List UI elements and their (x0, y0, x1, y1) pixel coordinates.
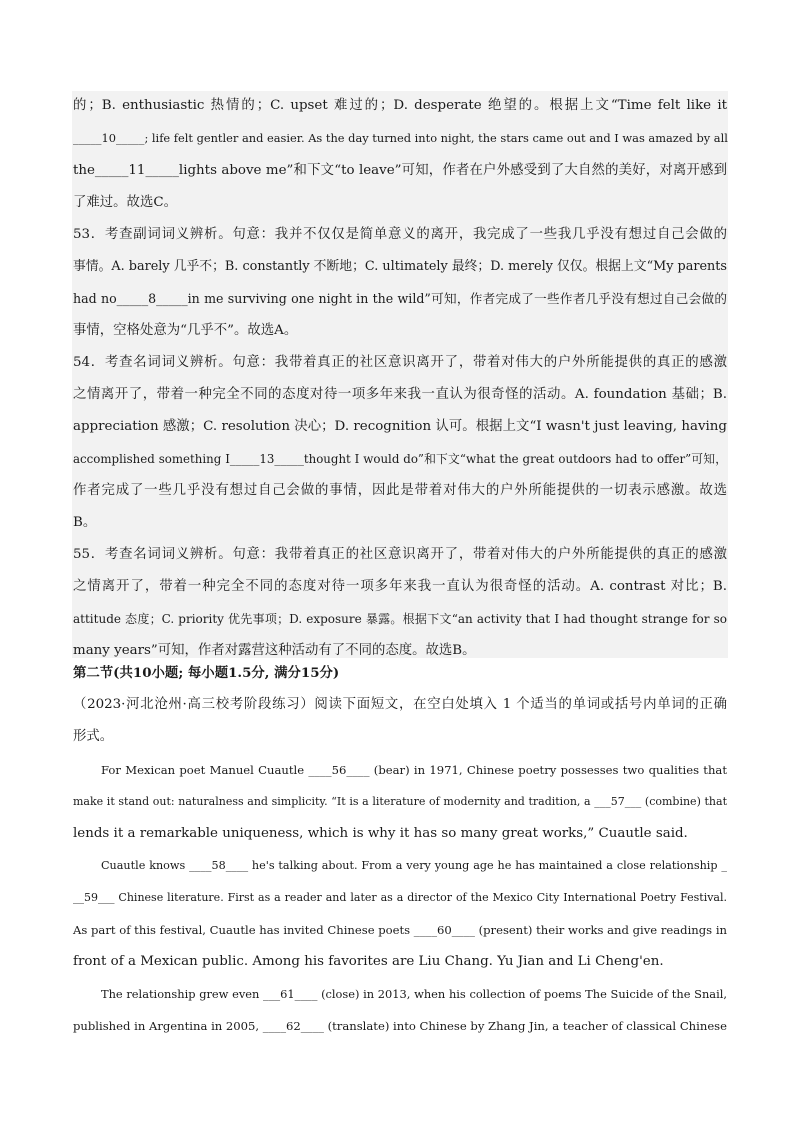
passage-line: __59___ Chinese literature. First as a reader and later as a director of the Mexico City International Poetry Festival. (73, 891, 727, 904)
explanation-line: had no_____8_____in me surviving one night in the wild”可知，作者完成了一些作者几乎没有想过自己会做的 (73, 291, 727, 306)
explanation-line: 54．考查名词词义辨析。句意：我带着真正的社区意识离开了，带着对伟大的户外所能提供的真正的感激 (73, 355, 727, 370)
passage-line: Cuautle knows ____58____ he's talking about. From a very young age he has maintained a close relationship _ (101, 859, 727, 872)
explanation-line: 之情离开了，带着一种完全不同的态度对待一项多年来我一直认为很奇怪的活动。A. foundation 基础；B. (73, 387, 727, 402)
source-line: （2023·河北沧州·高三校考阶段练习）阅读下面短文，在空白处填入 1 个适当的单词或括号内单词的正确 (73, 697, 727, 712)
explanation-line: 事情。A. barely 几乎不；B. constantly 不断地；C. ultimately 最终；D. merely 仅仅。根据上文“My parents (73, 259, 727, 274)
explanation-line: 事情，空格处意为“几乎不”。故选A。 (73, 323, 298, 338)
explanation-line: 的；B. enthusiastic 热情的；C. upset 难过的；D. desperate 绝望的。根据上文“Time felt like it (73, 98, 727, 113)
explanation-line: 55．考查名词词义辨析。句意：我带着真正的社区意识离开了，带着对伟大的户外所能提供的真正的感激 (73, 547, 727, 562)
explanation-line: attitude 态度；C. priority 优先事项；D. exposure 暴露。根据下文“an activity that I had thought strange for so (73, 612, 727, 626)
passage-line: front of a Mexican public. Among his favorites are Liu Chang. Yu Jian and Li Cheng'en. (73, 954, 664, 969)
passage-line: For Mexican poet Manuel Cuautle ____56____ (bear) in 1971, Chinese poetry possesses two qualities that (101, 763, 727, 777)
passage-line: The relationship grew even ___61____ (close) in 2013, when his collection of poems The Suicide of the Snail, (101, 987, 727, 1001)
explanation-line: 之情离开了，带着一种完全不同的态度对待一项多年来我一直认为很奇怪的活动。A. contrast 对比；B. (73, 579, 727, 594)
explanation-line: _____10_____; life felt gentler and easier. As the day turned into night, the stars came out and I was amazed by all (73, 131, 728, 145)
section-heading: 第二节(共10小题; 每小题1.5分, 满分15分) (73, 665, 340, 681)
explanation-line: B。 (73, 515, 97, 530)
explanation-line: many years”可知，作者对露营这种活动有了不同的态度。故选B。 (73, 643, 476, 658)
explanation-line: 了难过。故选C。 (73, 195, 177, 210)
passage-line: make it stand out: naturalness and simplicity. “It is a literature of modernity and tradition, a ___57___ (combine) that (73, 795, 727, 808)
explanation-line: appreciation 感激；C. resolution 决心；D. recognition 认可。根据上文“I wasn't just leaving, having (73, 419, 727, 434)
explanation-line: the_____11_____lights above me”和下文“to leave”可知，作者在户外感受到了大自然的美好，对离开感到 (73, 163, 727, 178)
explanation-line: 53．考查副词词义辨析。句意：我并不仅仅是简单意义的离开，我完成了一些我几乎没有想过自己会做的 (73, 227, 727, 242)
passage-line: published in Argentina in 2005, ____62____ (translate) into Chinese by Zhang Jin, a teacher of classical Chinese (73, 1019, 727, 1033)
explanation-line: accomplished something I_____13_____thought I would do”和下文“what the great outdoors had to offer”可知， (73, 452, 727, 466)
passage-line: As part of this festival, Cuautle has invited Chinese poets ____60____ (present) their works and give readings in (73, 923, 727, 937)
passage-line: lends it a remarkable uniqueness, which is why it has so many great works,” Cuautle said. (73, 826, 688, 841)
explanation-line: 作者完成了一些几乎没有想过自己会做的事情，因此是带着对伟大的户外所能提供的一切表示感激。故选 (73, 483, 727, 498)
source-line: 形式。 (73, 729, 114, 744)
